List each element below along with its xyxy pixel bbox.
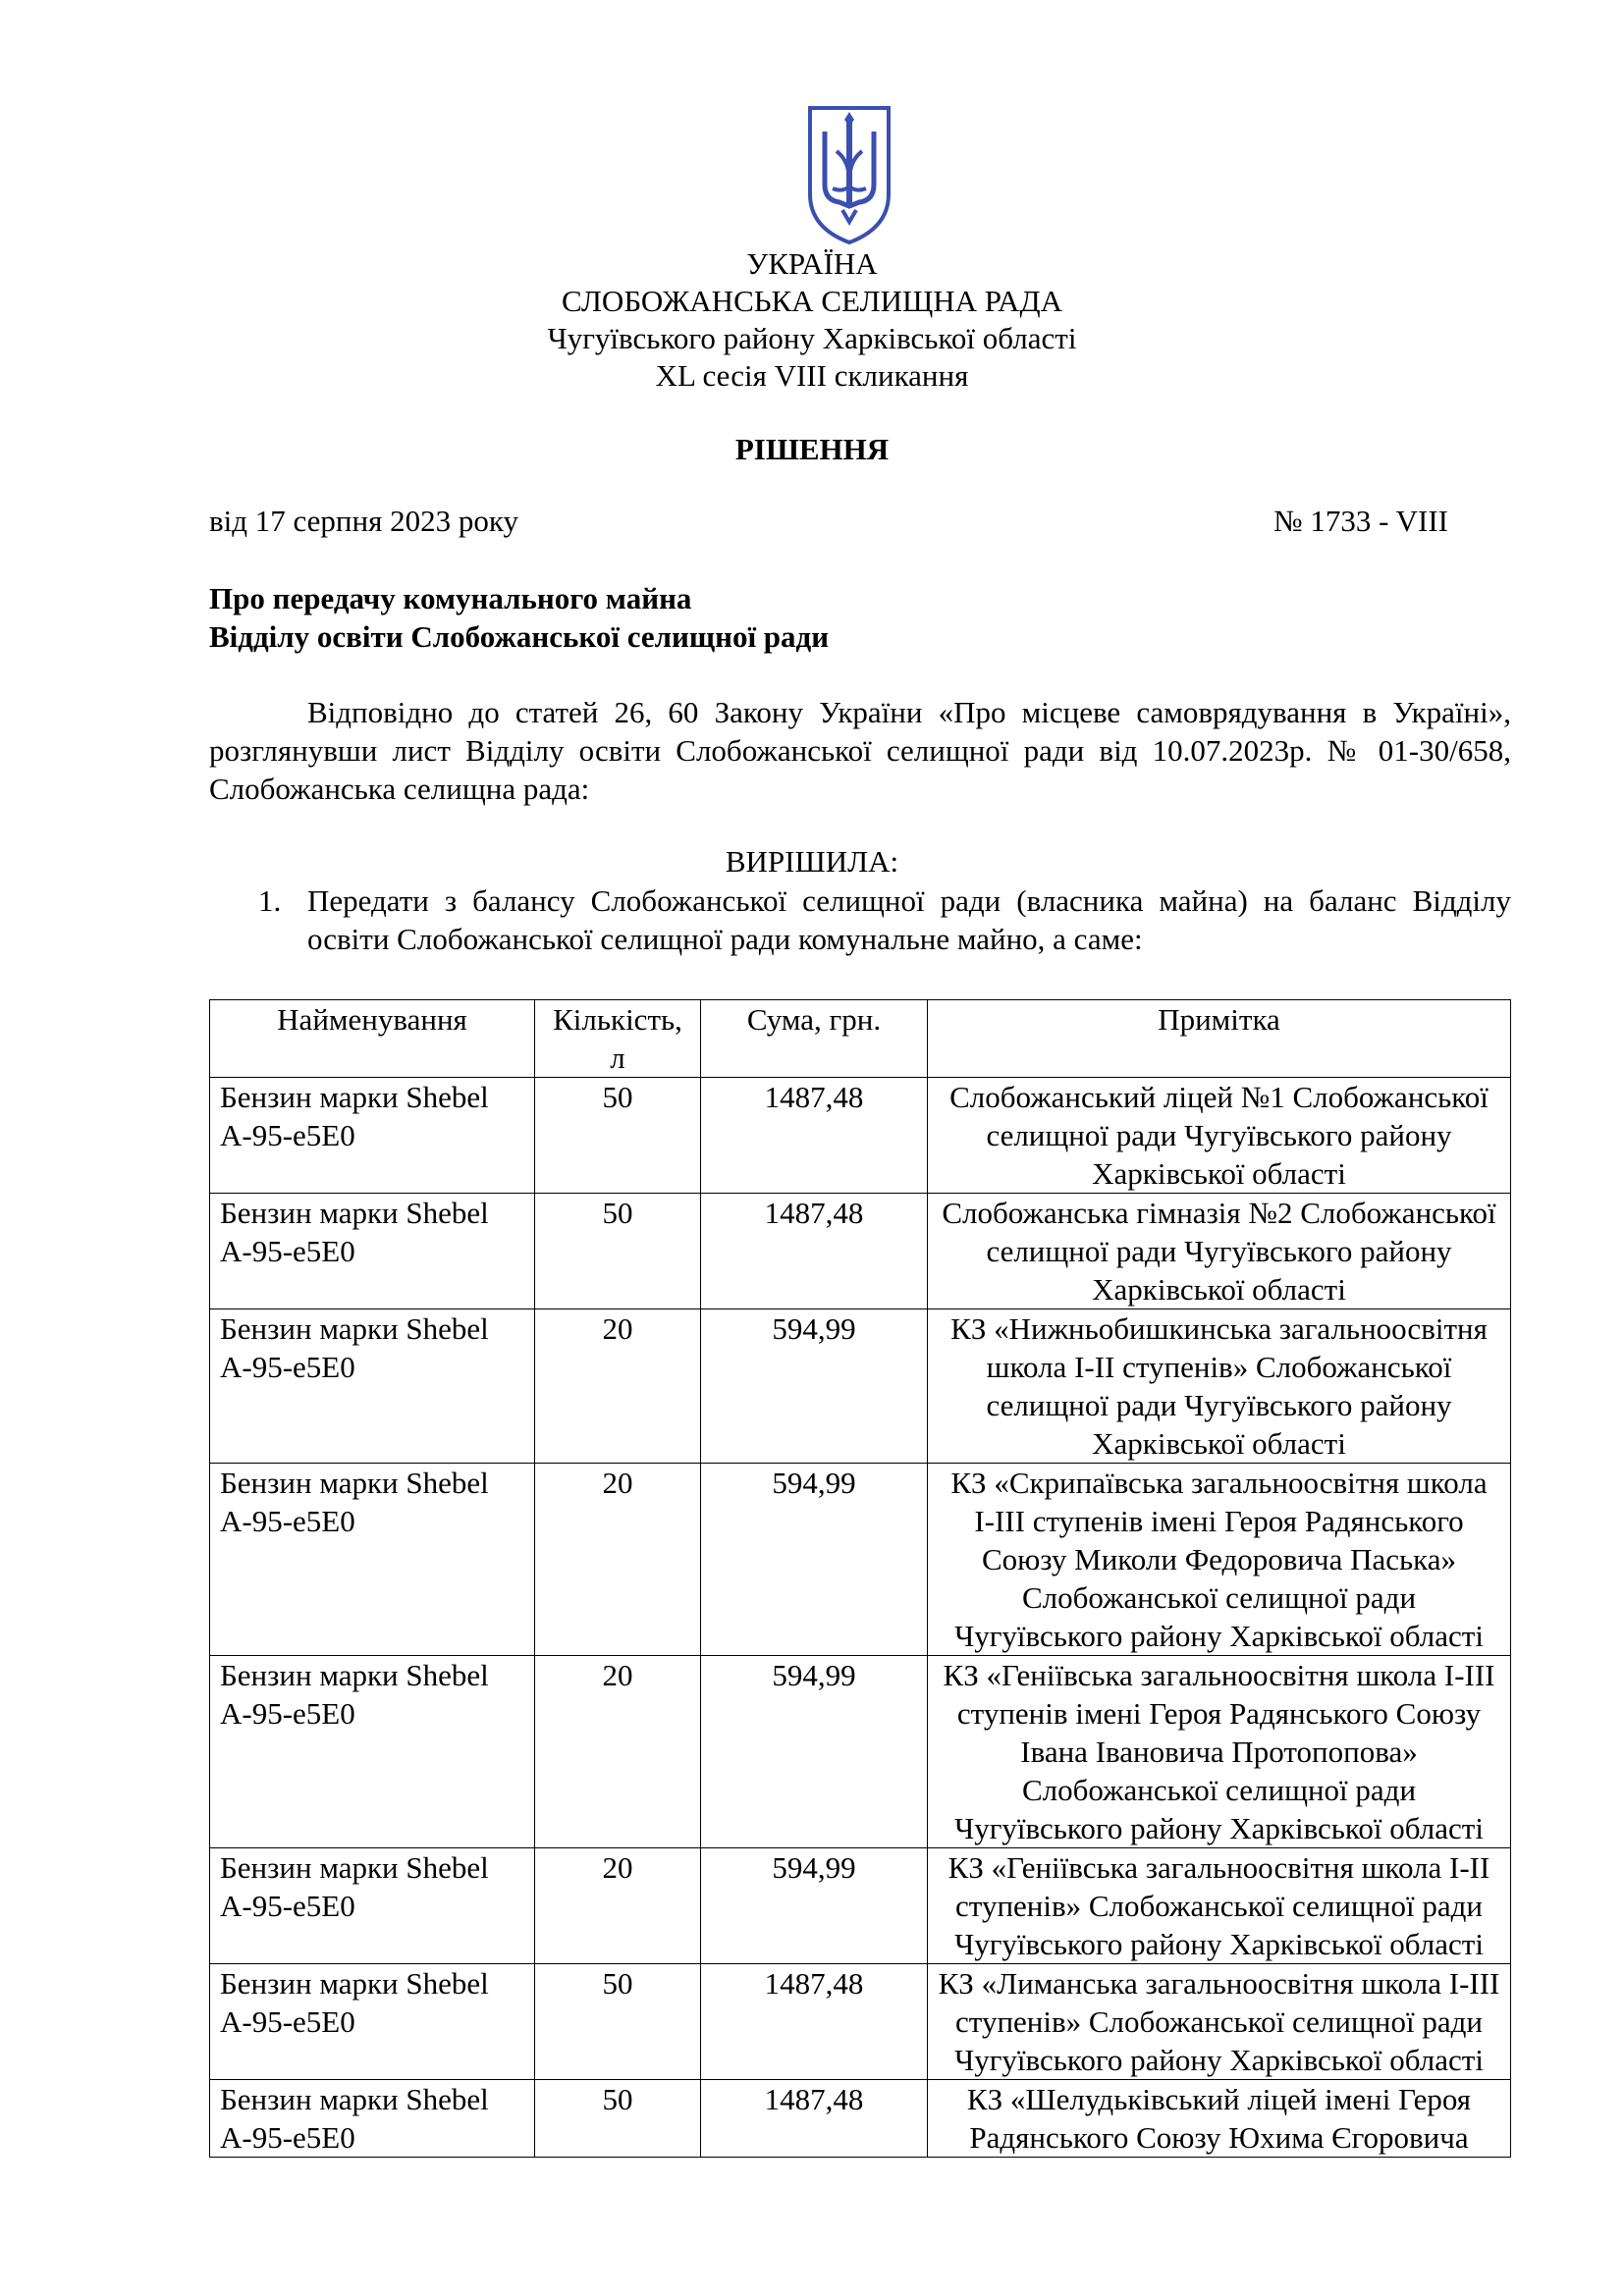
cell-name: Бензин марки Shebel A-95-e5E0 [210, 2080, 535, 2158]
cell-sum: 1487,48 [701, 1078, 928, 1194]
point-1 [258, 881, 1511, 958]
table-row [210, 1194, 1511, 1309]
resolved-heading: ВИРІШИЛА: [725, 844, 899, 879]
cell-note: КЗ «Геніївська загальноосвітня школа І-ІІ ступенів» Слобожанської селищної ради Чугуївського району Харківської області [928, 1848, 1511, 1964]
table-header-row [210, 1000, 1511, 1078]
table-row [210, 1309, 1511, 1464]
cell-note: КЗ «Лиманська загальноосвітня школа І-ІІІ ступенів» Слобожанської селищної ради Чугуївського району Харківської області [928, 1964, 1511, 2080]
cell-qty: 20 [535, 1848, 701, 1964]
table-row [210, 2080, 1511, 2158]
cell-sum: 594,99 [701, 1464, 928, 1656]
subject-line-1: Про передачу комунального майна [209, 581, 692, 615]
cell-name: Бензин марки Shebel A-95-e5E0 [210, 1848, 535, 1964]
cell-sum: 594,99 [701, 1309, 928, 1464]
decision-date: від 17 серпня 2023 року [209, 504, 518, 538]
header-sum: Сума, грн. [701, 1000, 928, 1078]
cell-qty: 20 [535, 1656, 701, 1848]
cell-note: КЗ «Шелудьківський ліцей імені Героя Радянського Союзу Юхима Єгоровича [928, 2080, 1511, 2158]
cell-qty: 50 [535, 1964, 701, 2080]
cell-name: Бензин марки Shebel A-95-e5E0 [210, 1464, 535, 1656]
subject [209, 579, 829, 656]
cell-qty: 50 [535, 1078, 701, 1194]
cell-sum: 1487,48 [701, 2080, 928, 2158]
decision-number: № 1733 - VIII [1273, 504, 1448, 538]
table-row [210, 1078, 1511, 1194]
header-session: XL сесія VIII скликання [655, 358, 969, 393]
cell-sum: 1487,48 [701, 1194, 928, 1309]
cell-sum: 594,99 [701, 1656, 928, 1848]
document-header [0, 245, 1624, 395]
table-row [210, 1964, 1511, 2080]
header-name: Найменування [210, 1000, 535, 1078]
cell-name: Бензин марки Shebel A-95-e5E0 [210, 1194, 535, 1309]
table-row [210, 1464, 1511, 1656]
cell-name: Бензин марки Shebel A-95-e5E0 [210, 1309, 535, 1464]
cell-name: Бензин марки Shebel A-95-e5E0 [210, 1656, 535, 1848]
property-table [209, 999, 1511, 2158]
cell-qty: 50 [535, 1194, 701, 1309]
subject-line-2: Відділу освіти Слобожанської селищної ради [209, 619, 830, 654]
header-note: Примітка [928, 1000, 1511, 1078]
cell-name: Бензин марки Shebel A-95-e5E0 [210, 1078, 535, 1194]
header-country: УКРАЇНА [746, 246, 878, 281]
header-district: Чугуївського району Харківської області [547, 321, 1077, 355]
cell-note: Слобожанський ліцей №1 Слобожанської селищної ради Чугуївського району Харківської області [928, 1078, 1511, 1194]
cell-note: КЗ «Скрипаївська загальноосвітня школа І-ІІІ ступенів імені Героя Радянського Союзу Миколи Федоровича Паська» Слобожанської селищної ради Чугуївського району Харківської області [928, 1464, 1511, 1656]
cell-name: Бензин марки Shebel A-95-e5E0 [210, 1964, 535, 2080]
cell-note: Слобожанська гімназія №2 Слобожанської селищної ради Чугуївського району Харківської області [928, 1194, 1511, 1309]
cell-sum: 594,99 [701, 1848, 928, 1964]
cell-note: КЗ «Нижньобишкинська загальноосвітня школа І-ІІ ступенів» Слобожанської селищної ради Чугуївського району Харківської області [928, 1309, 1511, 1464]
cell-qty: 20 [535, 1309, 701, 1464]
cell-note: КЗ «Геніївська загальноосвітня школа І-ІІІ ступенів імені Героя Радянського Союзу Івана Івановича Протопопова» Слобожанської селищної ради Чугуївського району Харківської області [928, 1656, 1511, 1848]
header-qty: Кількість, л [535, 1000, 701, 1078]
cell-sum: 1487,48 [701, 1964, 928, 2080]
header-council: СЛОБОЖАНСЬКА СЕЛИЩНА РАДА [562, 284, 1062, 318]
table-row [210, 1848, 1511, 1964]
point-text: Передати з балансу Слобожанської селищної ради (власника майна) на баланс Відділу освіти Слобожанської селищної ради комунальне майно, а саме: [307, 883, 1511, 956]
cell-qty: 20 [535, 1464, 701, 1656]
preamble: Відповідно до статей 26, 60 Закону України «Про місцеве самоврядування в Україні», розглянувши лист Відділу освіти Слобожанської селищної ради від 10.07.2023р. № 01-30/658, Слобожанська селищна рада: [209, 695, 1511, 806]
trident-coat-of-arms-icon [805, 104, 893, 246]
cell-qty: 50 [535, 2080, 701, 2158]
document-title: РІШЕННЯ [734, 432, 890, 466]
date-line [209, 504, 1448, 539]
point-number: 1. [258, 883, 282, 918]
table-row [210, 1656, 1511, 1848]
